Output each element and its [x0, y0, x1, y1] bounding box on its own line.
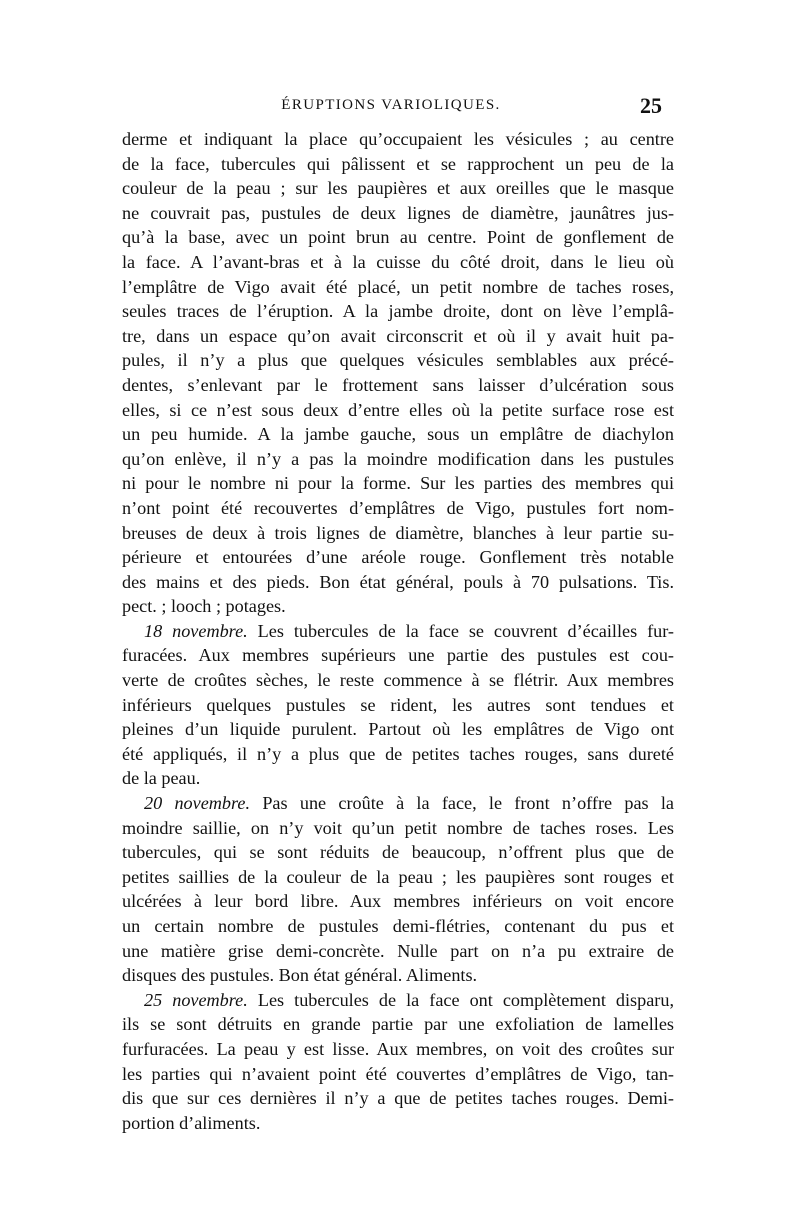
text-line: dentes, s’enlevant par le frottement sans laisser d’ulcération sous: [122, 374, 674, 395]
text-line: [122, 988, 674, 1013]
text-line: pect. ; looch ; potages.: [122, 596, 286, 617]
text-line-rest: Les tubercules de la face ont complètement disparu,: [247, 989, 674, 1010]
text-line: de la face, tubercules qui pâlissent et se rapprochent un peu de la: [122, 153, 674, 174]
text-line: tre, dans un espace qu’on avait circonscrit et où il y avait huit pa-: [122, 325, 674, 346]
text-line: des mains et des pieds. Bon état général, pouls à 70 pulsations. Tis.: [122, 571, 674, 592]
text-line: furacées. Aux membres supérieurs une partie des pustules est cou-: [122, 645, 674, 666]
entry-date: 25 novembre.: [144, 989, 248, 1010]
paragraph-18-novembre: [122, 619, 674, 791]
entry-date: 20 novembre.: [144, 793, 251, 814]
text-line: la face. A l’avant-bras et à la cuisse du côté droit, dans le lieu où: [122, 251, 674, 272]
text-line: qu’on enlève, il n’y a pas la moindre modification dans les pustules: [122, 448, 674, 469]
text-line: été appliqués, il n’y a plus que de petites taches rouges, sans dureté: [122, 743, 674, 764]
text-line: l’emplâtre de Vigo avait été placé, un petit nombre de taches roses,: [122, 276, 674, 297]
paragraph-25-novembre: [122, 988, 674, 1136]
text-line: un certain nombre de pustules demi-flétries, contenant du pus et: [122, 916, 674, 936]
text-line: pules, il n’y a plus que quelques vésicules semblables aux précé-: [122, 350, 674, 371]
entry-date: 18 novembre.: [144, 620, 248, 641]
text-line: ne couvrait pas, pustules de deux lignes de diamètre, jaunâtres jus-: [122, 202, 674, 223]
text-line: inférieurs quelques pustules se rident, les autres sont tendues et: [122, 694, 674, 715]
text-line: ils se sont détruits en grande partie par une exfoliation de lamelles: [122, 1014, 674, 1035]
text-line-rest: Pas une croûte à la face, le front n’offre pas la: [250, 793, 674, 814]
text-line: dis que sur ces dernières il n’y a que de petites taches rouges. Demi-: [122, 1088, 674, 1109]
text-line: n’ont point été recouvertes d’emplâtres de Vigo, pustules fort nom-: [122, 497, 674, 518]
text-line: petites saillies de la couleur de la peau ; les paupières sont rouges et: [122, 866, 674, 887]
text-line: pleines d’un liquide purulent. Partout où les emplâtres de Vigo ont: [122, 719, 674, 740]
text-line: [122, 619, 674, 644]
page-number: 25: [640, 93, 662, 118]
text-line: derme et indiquant la place qu’occupaient les vésicules ; au centre: [122, 129, 674, 149]
running-title: ÉRUPTIONS VARIOLIQUES.: [281, 97, 501, 113]
running-head: [122, 93, 660, 117]
body-text: [122, 127, 674, 1135]
text-line: furfuracées. La peau y est lisse. Aux membres, on voit des croûtes sur: [122, 1038, 674, 1059]
paragraph-1: [122, 127, 674, 619]
text-line: couleur de la peau ; sur les paupières et aux oreilles que le masque: [122, 178, 674, 199]
text-line: une matière grise demi-concrète. Nulle part on n’a pu extraire de: [122, 940, 674, 961]
text-line: périeure et entourées d’une aréole rouge. Gonflement très notable: [122, 547, 674, 568]
text-line: ulcérées à leur bord libre. Aux membres inférieurs on voit encore: [122, 891, 674, 912]
text-line: elles, si ce n’est sous deux d’entre elles où la petite surface rose est: [122, 399, 674, 420]
text-line: un peu humide. A la jambe gauche, sous un emplâtre de diachylon: [122, 424, 674, 445]
text-line: tubercules, qui se sont réduits de beaucoup, n’offrent plus que de: [122, 842, 674, 863]
text-line: verte de croûtes sèches, le reste commence à se flétrir. Aux membres: [122, 670, 674, 691]
text-line: disques des pustules. Bon état général. Aliments.: [122, 965, 478, 986]
text-line: portion d’aliments.: [122, 1112, 261, 1133]
paragraph-20-novembre: [122, 791, 674, 988]
text-line: qu’à la base, avec un point brun au centre. Point de gonflement de: [122, 227, 674, 248]
text-line: seules traces de l’éruption. A la jambe droite, dont on lève l’emplâ-: [122, 301, 674, 322]
text-line: de la peau.: [122, 768, 201, 789]
text-line: ni pour le nombre ni pour la forme. Sur les parties des membres qui: [122, 473, 674, 494]
text-line: breuses de deux à trois lignes de diamètre, blanches à leur partie su-: [122, 522, 674, 543]
text-line: les parties qui n’avaient point été couvertes d’emplâtres de Vigo, tan-: [122, 1063, 674, 1084]
text-line: [122, 791, 674, 816]
text-line-rest: Les tubercules de la face se couvrent d’écailles fur-: [247, 620, 674, 641]
text-line: moindre saillie, on n’y voit qu’un petit nombre de taches roses. Les: [122, 817, 674, 838]
